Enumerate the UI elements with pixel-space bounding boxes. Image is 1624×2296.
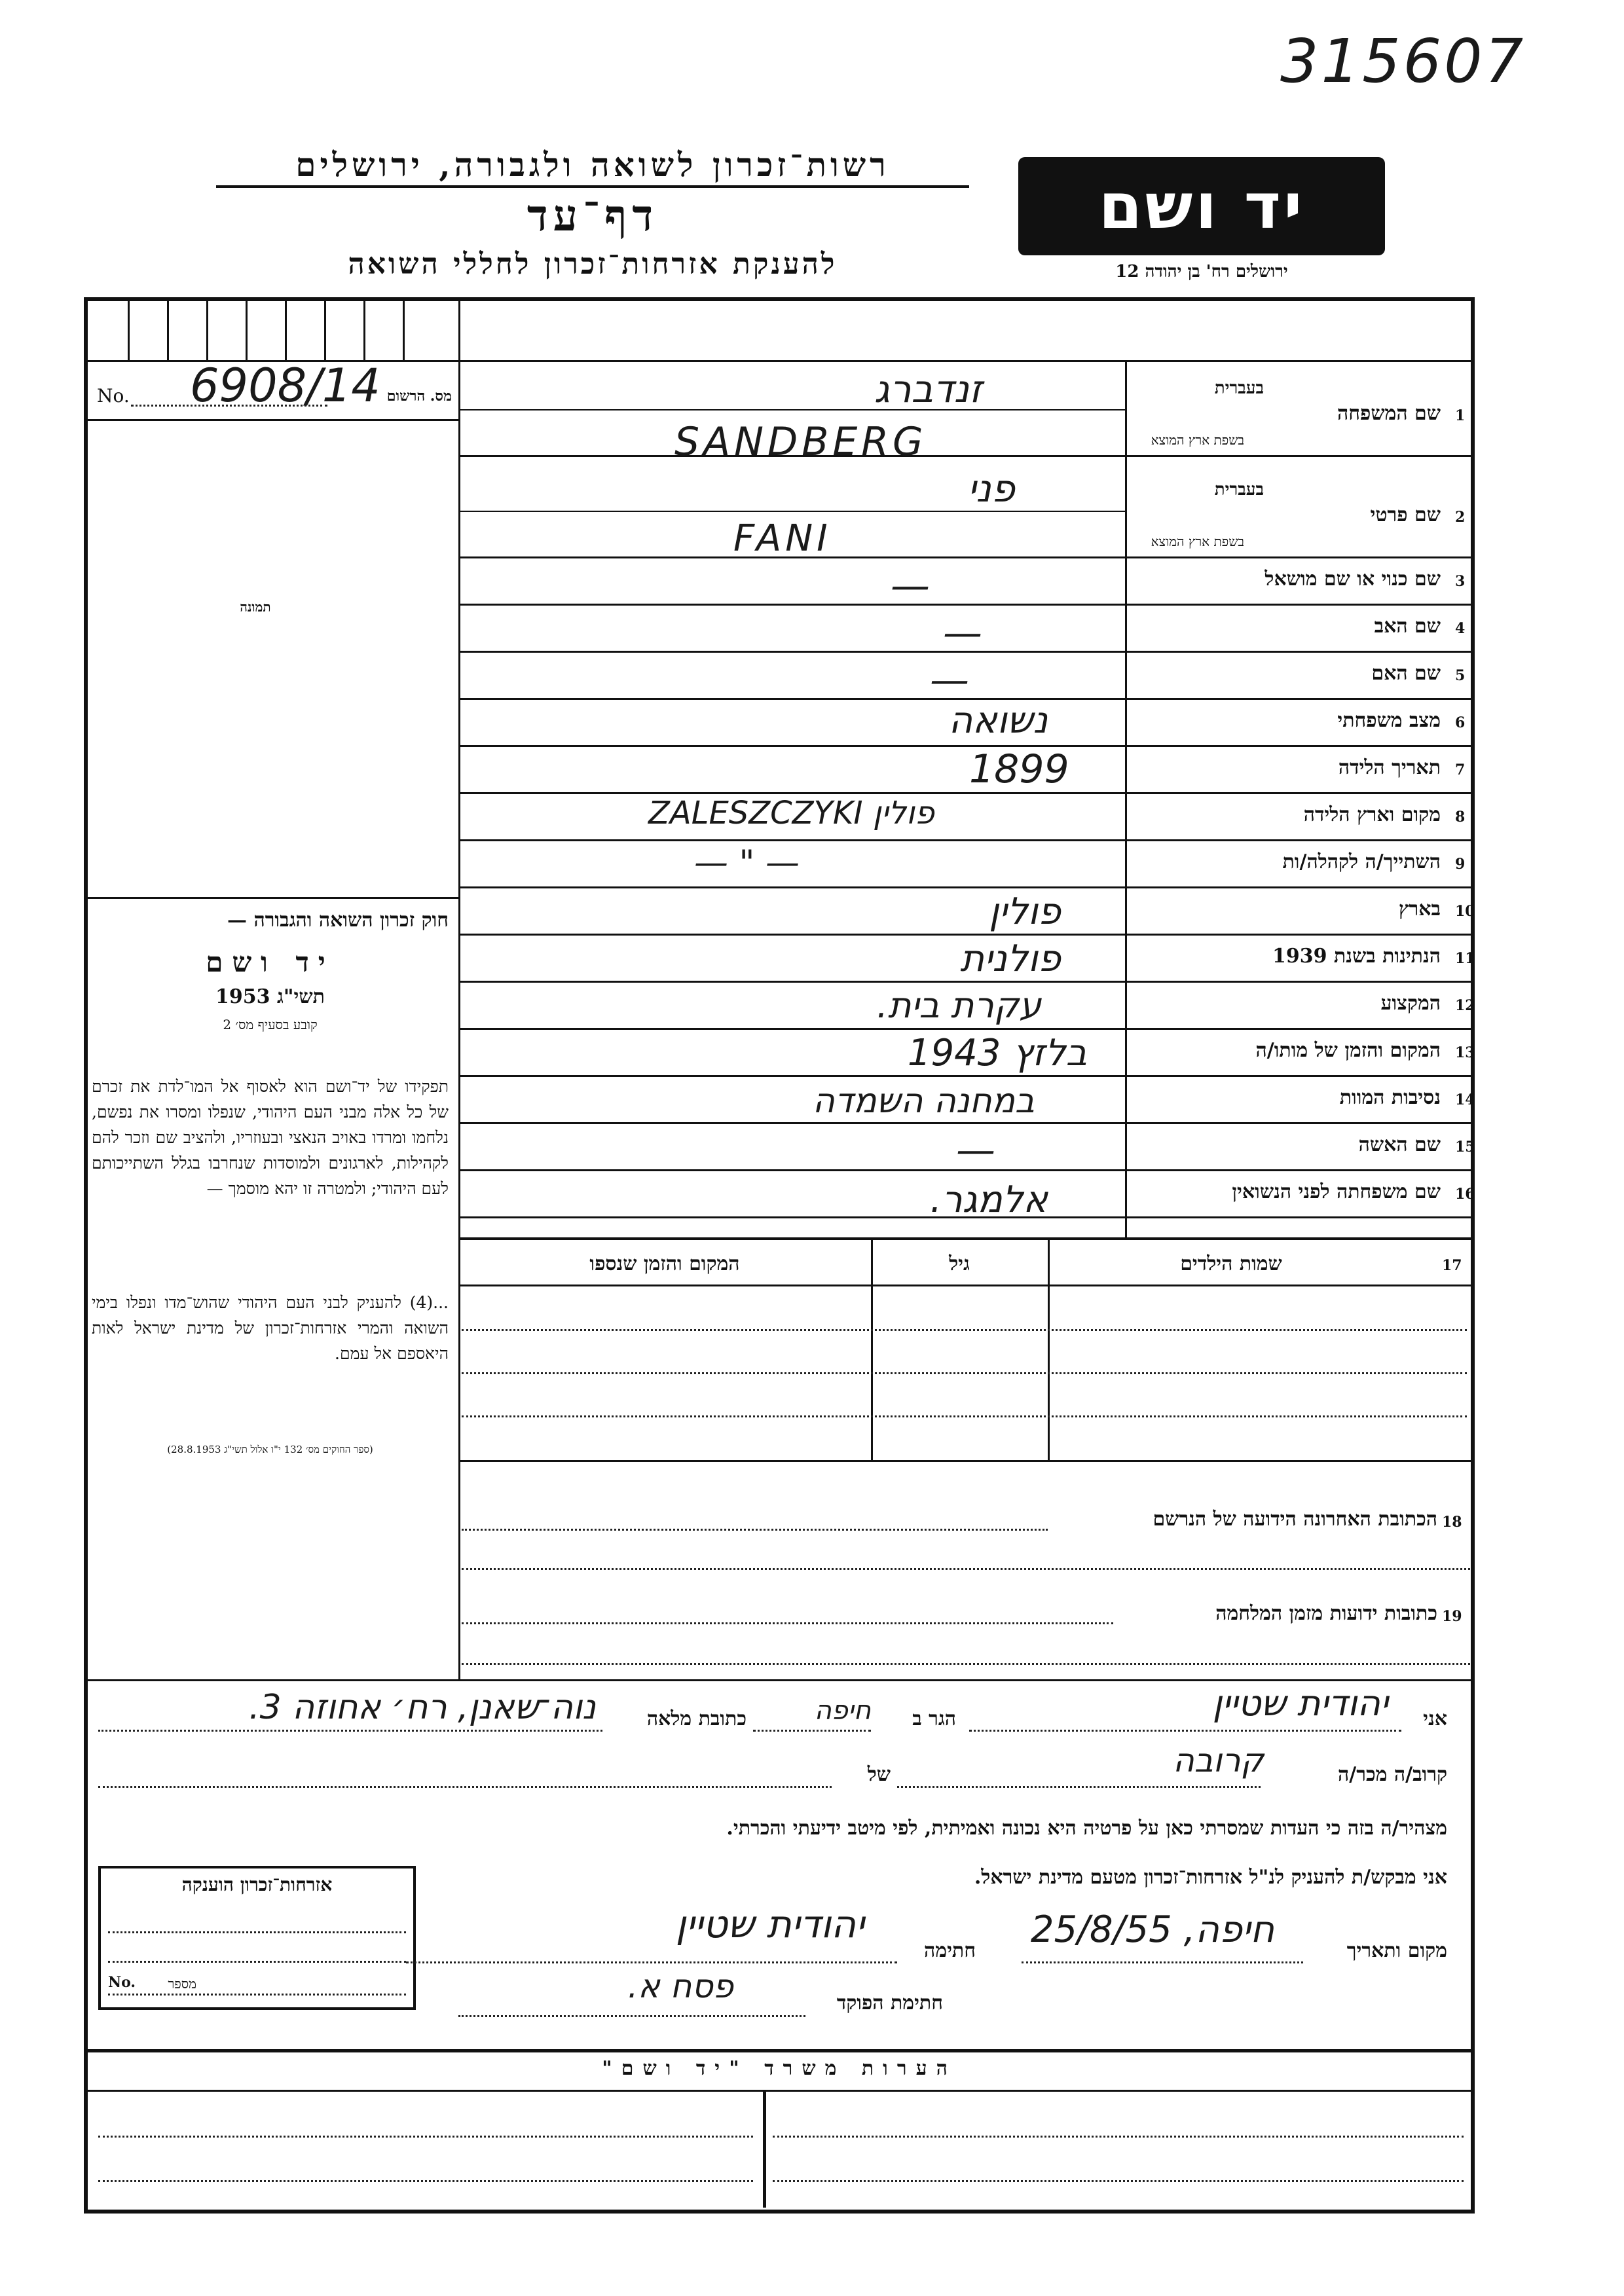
field-6-label: מצב משפחתי <box>1337 709 1441 732</box>
law-clause: קובע בסעיף מס׳ 2 <box>223 1017 318 1032</box>
field-17-number: 17 <box>1442 1257 1462 1274</box>
declaration-i-label: אני <box>1423 1707 1447 1730</box>
form-subtitle: להענקת אזרחות־זכרון לחללי השואה <box>348 247 838 281</box>
field-11-value: פולנית <box>960 938 1061 980</box>
archive-number: 315607 <box>1280 26 1526 96</box>
field-15-value: — <box>956 1127 995 1173</box>
field-13-number: 13 <box>1455 1044 1475 1061</box>
declaration-statement: מצהיר/ה בזה כי העדות שמסרתי כאן על פרטיה היא נכונה ואמיתית, לפי מיטב ידיעתי והכרתי. <box>726 1817 1447 1840</box>
place-date-value: חיפה, 25/8/55 <box>1030 1908 1275 1951</box>
field-1-origin-value: SANDBERG <box>674 419 927 465</box>
law-name: יד ושם <box>206 946 335 978</box>
declaration-request: אני מבקש/ת להעניק לנ"ל אזרחות־זכרון מטעם מדינת ישראל. <box>974 1866 1447 1889</box>
field-6-value: נשואה <box>948 699 1048 742</box>
place-date-label: מקום ותאריך <box>1346 1939 1447 1962</box>
field-16-value: אלמגר. <box>930 1178 1048 1221</box>
field-1-hebrew-value: זנדברג <box>874 367 982 411</box>
field-2-hebrew-value: פני <box>967 466 1015 511</box>
relative-label: קרוב/ה מכר/ה <box>1338 1763 1447 1786</box>
field-8-value: ZALESZCZYKI פולין <box>648 795 934 831</box>
field-13-value: בלזץ 1943 <box>907 1032 1087 1074</box>
field-2-origin-label: בשפת ארץ המוצא <box>1151 534 1244 549</box>
photo-label: תמונה <box>240 599 271 615</box>
field-11-label: הנתינות בשנת 1939 <box>1272 945 1441 968</box>
field-7-number: 7 <box>1455 761 1466 778</box>
field-2-label: שם פרטי <box>1370 503 1441 526</box>
field-6-number: 6 <box>1455 714 1466 731</box>
field-14-number: 14 <box>1455 1091 1475 1108</box>
children-place-header: המקום והזמן שנספו <box>589 1252 740 1275</box>
field-9-value: — " — <box>694 843 800 883</box>
law-year: תשי"ג 1953 <box>215 985 325 1008</box>
full-address-label: כתובת מלאה <box>646 1707 747 1730</box>
form-title: דף־עד <box>526 190 659 241</box>
field-9-number: 9 <box>1455 856 1466 873</box>
remarks-title: הערות משרד "יד ושם" <box>602 2057 957 2080</box>
relative-value: קרובה <box>1173 1741 1264 1779</box>
field-7-label: תאריך הלידה <box>1338 756 1441 779</box>
resides-label: הגר ב <box>912 1707 956 1730</box>
no-label: No. <box>97 385 130 407</box>
yad-vashem-logo: יד ושם <box>1018 157 1385 255</box>
field-2-number: 2 <box>1455 509 1466 526</box>
field-8-label: מקום וארץ הלידה <box>1303 803 1441 826</box>
field-1-label: שם המשפחה <box>1337 402 1441 425</box>
law-item-4: ...(4) להעניק לבני העם היהודי שהוש־מדו ונפלו בימי השואה והמרי אזרחות־זכרון של מדינת ישראל לאות היאספם אל עמם. <box>92 1293 449 1363</box>
field-15-number: 15 <box>1455 1139 1475 1156</box>
registration-number: 6908/14 <box>190 359 380 412</box>
declarant-address: נוה־שאנן, רח׳ אחוזה 3. <box>249 1688 596 1727</box>
field-3-number: 3 <box>1455 573 1466 590</box>
field-10-number: 10 <box>1455 903 1475 920</box>
field-8-number: 8 <box>1455 809 1466 826</box>
field-2-origin-value: FANI <box>733 517 832 560</box>
field-2-hebrew-label: בעברית <box>1214 480 1264 500</box>
field-9-label: השתייך/ה לקהלה/ות <box>1282 850 1441 873</box>
citizenship-box-number-label: מספר <box>168 1976 196 1992</box>
citizenship-box-title: אזרחות־זכרון הוענקה <box>181 1874 333 1895</box>
field-10-value: פולין <box>989 890 1061 933</box>
field-12-label: המקצוע <box>1380 992 1441 1015</box>
law-citation: (ספר החוקים מס׳ 132 י"ו אלול תשי"ג 28.8.1953) <box>167 1444 373 1455</box>
field-1-number: 1 <box>1455 407 1466 424</box>
field-3-value: — <box>891 563 930 609</box>
field-5-value: — <box>930 657 969 703</box>
official-signature-label: חתימת הפוקד <box>836 1992 943 2014</box>
field-1-hebrew-label: בעברית <box>1214 378 1264 398</box>
citizenship-box-no: No. <box>108 1974 136 1991</box>
field-19-number: 19 <box>1442 1608 1462 1625</box>
declarant-name: יהודית שטיין <box>1212 1683 1388 1724</box>
of-label: של <box>867 1763 891 1786</box>
field-4-label: שם האב <box>1374 615 1441 638</box>
field-4-value: — <box>943 610 982 656</box>
field-13-label: המקום והזמן של מותו/ה <box>1255 1039 1441 1062</box>
signature-value: יהודית שטיין <box>675 1902 864 1946</box>
official-signature-value: פסח א. <box>627 1967 733 2005</box>
field-18-number: 18 <box>1442 1514 1462 1531</box>
field-19-label: כתובות ידועות מזמן המלחמה <box>1215 1602 1437 1625</box>
field-11-number: 11 <box>1455 950 1475 967</box>
field-18-label: הכתובת האחרונה הידועה של הנרשם <box>1153 1508 1437 1531</box>
field-14-value: במחנה השמדה <box>812 1082 1035 1121</box>
field-5-label: שם האם <box>1371 662 1441 685</box>
field-5-number: 5 <box>1455 667 1466 684</box>
field-4-number: 4 <box>1455 620 1466 637</box>
field-12-value: עקרת בית. <box>876 985 1041 1026</box>
field-12-number: 12 <box>1455 997 1475 1014</box>
field-7-value: 1899 <box>969 746 1069 792</box>
field-15-label: שם האשה <box>1358 1133 1441 1156</box>
field-10-label: בארץ <box>1398 898 1441 920</box>
children-names-header: שמות הילדים <box>1180 1252 1282 1275</box>
registration-label: מס. הרשום <box>386 388 452 405</box>
field-14-label: נסיבות המוות <box>1339 1086 1441 1109</box>
law-title: חוק זכרון השואה והגבורה — <box>227 909 449 932</box>
law-body: תפקידו של יד־ושם הוא לאסוף אל המו־לדת את זכרם של כל אלה מבני העם היהודי, שנפלו ומסרו את נפשם, נלחמו ומרדו באויב הנאצי ובעוזריו, ולהציב שם וזכר להם לקהילות, לארגונים ולמוסדות שנחרבו בגלל השתייכותם לעם היהודי; ולמטרה זו יהא מוסמך — <box>92 1077 449 1198</box>
authority-title: רשות־זכרון לשואה ולגבורה, ירושלים <box>216 145 969 188</box>
field-3-label: שם כנוי או שם מושאל <box>1264 568 1441 591</box>
children-age-header: גיל <box>949 1252 970 1275</box>
signature-label: חתימה <box>924 1939 976 1962</box>
field-1-origin-label: בשפת ארץ המוצא <box>1151 432 1244 448</box>
field-16-label: שם משפחתה לפני הנשואין <box>1232 1180 1441 1203</box>
address-line: ירושלים רח' בן יהודה 12 <box>1115 262 1288 282</box>
declarant-city: חיפה <box>814 1696 871 1726</box>
field-16-number: 16 <box>1455 1186 1475 1203</box>
